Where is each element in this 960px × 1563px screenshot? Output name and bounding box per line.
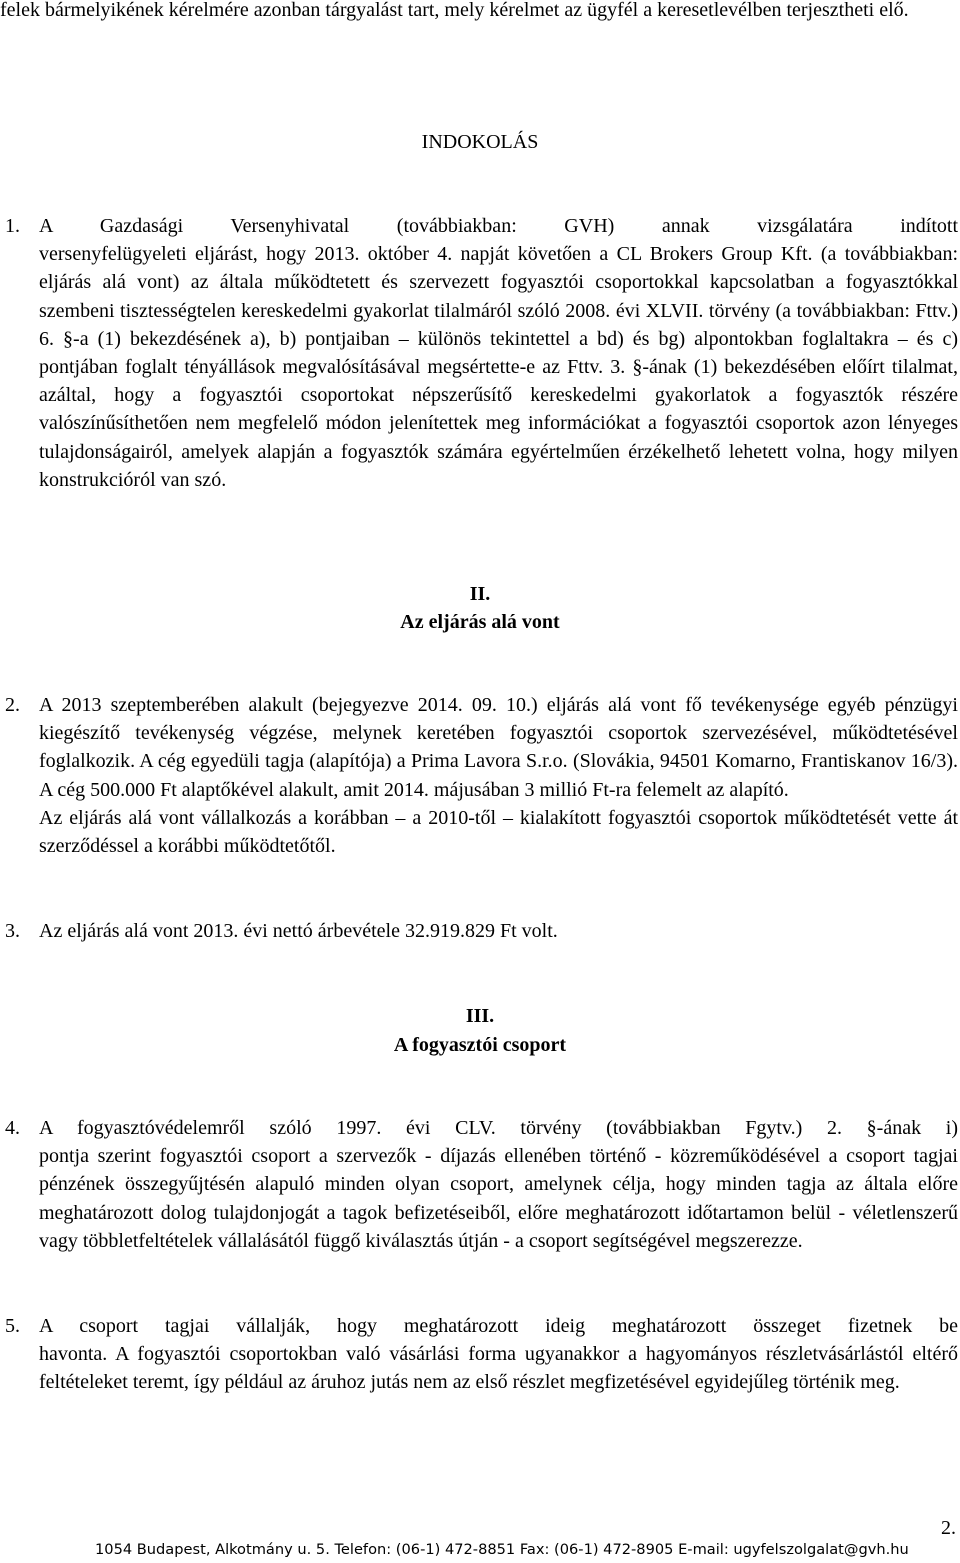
paragraph-number: 2. [5, 694, 20, 716]
paragraph-text: pontja szerint fogyasztói csoport a szervezők - díjazás ellenében történő - közreműködésével a csoport tagjai pénzének összegyűjtésén alapuló minden olyan csoport, amelynek célja, hogy minden tagja az általa előre meghatározott dolog tulajdonjogát a tagok befizetéseiből, előre meghatározott időtartamon belül - véletlenszerű vagy többletfeltételek vállalásától függő kiválasztás útján - a csoport segítségével megszerezze. [39, 1145, 958, 1252]
paragraph-text: versenyfelügyeleti eljárást, hogy 2013. október 4. napját követően a CL Brokers Group Kft. (a továbbiakban: eljárás alá vont) az általa működtetett és szervezett fogyasztói csoportokkal kapcsolatban a fogyasztókkal szembeni tisztességtelen kereskedelmi gyakorlat tilalmáról szóló 2008. évi XLVII. törvény (a továbbiakban: Fttv.) 6. §-a (1) bekezdésének a), b) pontjaiban – különös tekintettel a bd) és bg) alpontokban foglaltakra – és c) pontjában foglalt tényállások megvalósításával megsértette-e az Fttv. 3. §-ának (1) bekezdésében előírt tilalmat, azáltal, hogy a fogyasztói csoportokat népszerűsítő kereskedelmi gyakorlatok a fogyasztók részére valószínűsíthetően nem megfelelő módon jelenítettek meg információkat a fogyasztói csoportok azon lényeges tulajdonságairól, amelyek alapján a fogyasztók számára egyértelműen érzékelhető lehetett volna, hogy milyen konstrukcióról van szó. [39, 243, 958, 491]
paragraph-number: 3. [5, 920, 20, 942]
paragraph-number: 5. [5, 1315, 20, 1337]
section-title-ii: Az eljárás alá vont [400, 611, 560, 633]
paragraph-text: havonta. A fogyasztói csoportokban való vásárlási forma ugyanakkor a hagyományos részletvásárlástól eltérő feltételeket teremt, így például az áruhoz jutás nem az első részlet megfizetésével egyidejűleg történik meg. [39, 1343, 958, 1394]
section-title-iii: A fogyasztói csoport [393, 1034, 567, 1056]
paragraph-text: Az eljárás alá vont 2013. évi nettó árbevétele 32.919.829 Ft volt. [39, 920, 558, 942]
section-heading-indokolas: INDOKOLÁS [421, 131, 539, 153]
paragraph-number: 4. [5, 1117, 20, 1139]
section-number-iii: III. [465, 1005, 495, 1027]
paragraph-text-continued: Az eljárás alá vont vállalkozás a korábban – a 2010-től – kialakított fogyasztói csoportok működtetését vette át szerződéssel a korábbi működtetőtől. [39, 806, 958, 858]
paragraph-text: A 2013 szeptemberében alakult (bejegyezve 2014. 09. 10.) eljárás alá vont fő tevékenysége egyéb pénzügyi kiegészítő tevékenység végzése, melynek keretében fogyasztói csoportok szervezésével, működtetésével foglalkozik. A cég egyedüli tagja (alapítója) a Prima Lavora S.r.o. (Slovákia, 94501 Komarno, Frantiskanov 16/3). A cég 500.000 Ft alaptőkével alakult, amit 2014. májusában 3 millió Ft-ra felemelt az alapító. [39, 694, 958, 801]
paragraph-first-line: A csoport tagjai vállalják, hogy meghatározott ideig meghatározott összeget fizetnek be [39, 1315, 958, 1337]
paragraph-first-line: A Gazdasági Versenyhivatal (továbbiakban: GVH) annak vizsgálatára indított [39, 215, 958, 237]
section-number-ii: II. [469, 583, 491, 605]
intro-block [0, 0, 960, 24]
paragraph-first-line: A fogyasztóvédelemről szóló 1997. évi CLV. törvény (továbbiakban Fgytv.) 2. §-ának i) [39, 1117, 958, 1139]
footer-address: 1054 Budapest, Alkotmány u. 5. Telefon: (06-1) 472-8851 Fax: (06-1) 472-8905 E-mail: ugyfelszolgalat@gvh.hu [95, 1541, 909, 1558]
intro-paragraph: felek bármelyikének kérelmére azonban tárgyalást tart, mely kérelmet az ügyfél a keresetlevélben terjesztheti elő. [0, 0, 909, 21]
page-number: 2. [941, 1517, 956, 1539]
paragraph-number: 1. [5, 215, 20, 237]
